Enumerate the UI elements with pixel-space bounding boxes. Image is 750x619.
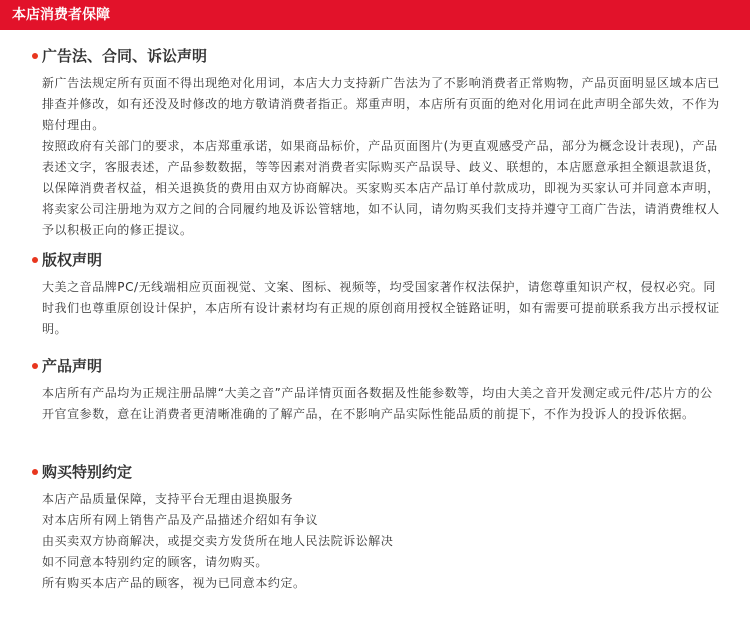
paragraph: 按照政府有关部门的要求，本店郑重承诺，如果商品标价，产品页面图片(为更直观感受产品，部分为概念设计表现)，产品表述文字，客服表述，产品参数数据，等等因素对消费者实际购买产品误导、歧义、联想的，本店愿意承担全额退款退货，以保障消费者权益，相关退换货的费用由双方协商解决。买家购买本店产品订单付款成功，即视为买家认可并同意本声明，将卖家公司注册地为双方之间的合同履约地及诉讼管辖地，如不认同，请勿购买我们支持并遵守工商广告法，请消费维权人予以积极正向的修正提议。 — [42, 139, 720, 237]
section-title: 产品声明 — [42, 357, 103, 375]
section-ad-contract-statement — [30, 46, 720, 241]
section-heading — [30, 462, 720, 484]
section-purchase-agreement — [30, 462, 720, 594]
section-title: 广告法、合同、诉讼声明 — [42, 47, 208, 65]
list-item: 对本店所有网上销售产品及产品描述介绍如有争议 — [42, 513, 319, 527]
section-heading — [30, 356, 720, 378]
list-item: 本店产品质量保障，支持平台无理由退换服务 — [42, 492, 294, 506]
header-bar — [0, 0, 750, 30]
paragraph: 新广告法规定所有页面不得出现绝对化用词，本店大力支持新广告法为了不影响消费者正常购物，产品页面明显区域本店已排查并修改，如有还没及时修改的地方敬请消费者指正。郑重声明，本店所有页面的绝对化用词在此声明全部失效，不作为赔付理由。 — [42, 76, 720, 132]
bullet-dot-icon — [32, 363, 38, 369]
page-title: 本店消费者保障 — [12, 7, 110, 23]
bullet-dot-icon — [32, 469, 38, 475]
paragraph: 大美之音品牌PC/无线端相应页面视觉、文案、图标、视频等，均受国家著作权法保护，请您尊重知识产权，侵权必究。同时我们也尊重原创设计保护，本店所有设计素材均有正规的原创商用授权全链路证明，如有需要可提前联系我方出示授权证明。 — [42, 280, 720, 336]
section-title: 版权声明 — [42, 251, 103, 269]
list-item: 由买卖双方协商解决，或提交卖方发货所在地人民法院诉讼解决 — [42, 534, 394, 548]
bullet-dot-icon — [32, 53, 38, 59]
section-product-statement — [30, 356, 720, 425]
paragraph: 本店所有产品均为正规注册品牌“大美之音”产品详情页面各数据及性能参数等，均由大美之音开发测定或元件/芯片方的公开官宣参数，意在让消费者更清晰准确的了解产品，在不影响产品实际性能品质的前提下，不作为投诉人的投诉依据。 — [42, 386, 713, 421]
bullet-dot-icon — [32, 257, 38, 263]
section-heading — [30, 46, 720, 68]
section-copyright-statement — [30, 250, 720, 340]
list-item: 所有购买本店产品的顾客，视为已同意本约定。 — [42, 576, 306, 590]
list-item: 如不同意本特别约定的顾客，请勿购买。 — [42, 555, 268, 569]
section-title: 购买特别约定 — [42, 463, 133, 481]
section-heading — [30, 250, 720, 272]
